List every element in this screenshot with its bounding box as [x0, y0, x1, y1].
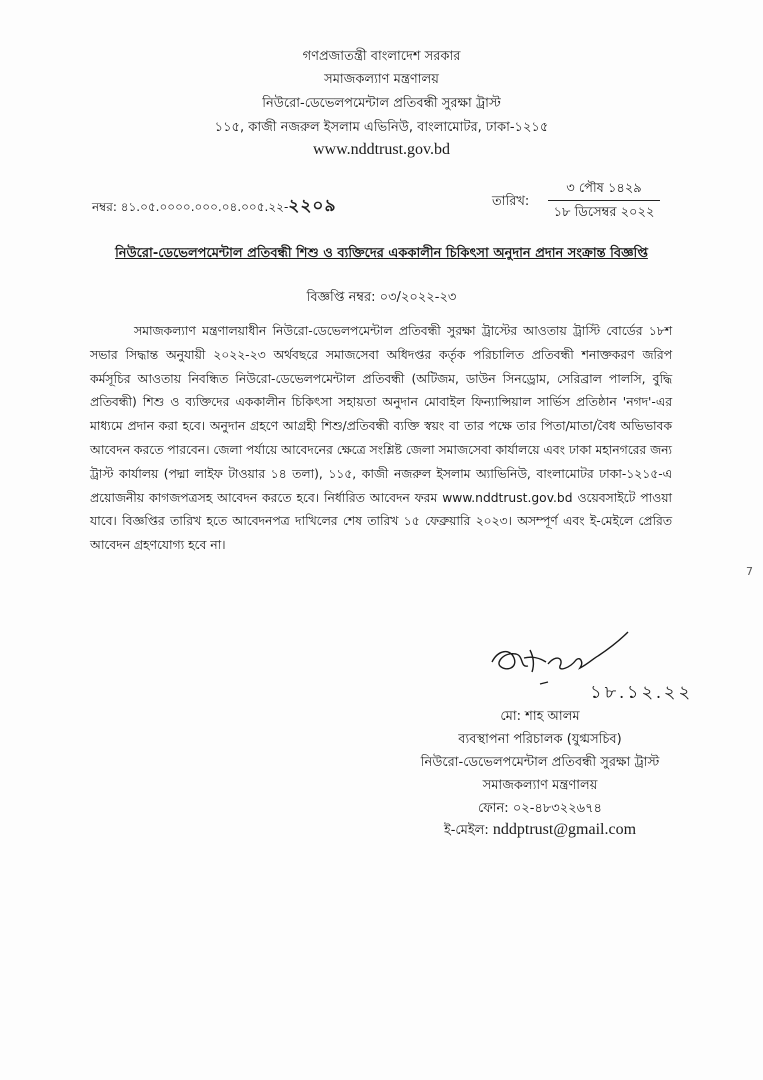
date-bangla: ৩ পৌষ ১৪২৯	[548, 180, 660, 201]
date-block	[548, 180, 660, 222]
trust-title: নিউরো-ডেভেলপমেন্টাল প্রতিবন্ধী সুরক্ষা ট্রাস্ট	[262, 96, 501, 111]
memo-number-label: নম্বর: ৪১.০৫.০০০০.০০০.০৪.০০৫.২২-	[92, 200, 289, 214]
date-label: তারিখ:	[492, 194, 530, 209]
notice-number: বিজ্ঞপ্তি নম্বর: ০৩/২০২২-২৩	[306, 290, 457, 305]
email-label: ই-মেইল:	[443, 823, 493, 838]
memo-number-handwritten: ২২০৯	[288, 196, 337, 215]
signature-date: ১৮.১২.২২	[590, 682, 694, 702]
date-english: ১৮ ডিসেম্বর ২০২২	[553, 205, 655, 220]
signatory-ministry: সমাজকল্যাণ মন্ত্রণালয়	[482, 778, 598, 793]
notice-subject: নিউরো-ডেভেলপমেন্টাল প্রতিবন্ধী শিশু ও ব্যক্তিদের এককালীন চিকিৎসা অনুদান প্রদান সংক্রান্ত বিজ্ঞপ্তি	[115, 246, 648, 261]
ministry-title: সমাজকল্যাণ মন্ত্রণালয়	[324, 72, 439, 87]
signatory-phone: ফোন: ০২-৪৮৩২২৬৭৪	[478, 801, 602, 816]
signatory-name: মো: শাহ আলম	[500, 709, 580, 724]
email-address[interactable]: nddptrust@gmail.com	[492, 821, 637, 838]
margin-mark: 7	[746, 565, 753, 578]
notice-body: সমাজকল্যাণ মন্ত্রণালয়াধীন নিউরো-ডেভেলপমেন্টাল প্রতিবন্ধী সুরক্ষা ট্রাস্টের আওতায় ট্রাস্টি বোর্ডের ১৮শ সভার সিদ্ধান্ত অনুযায়ী ২০২২-২৩ অর্থবছরে সমাজসেবা অধিদপ্তর কর্তৃক পরিচালিত প্রতিবন্ধী শনাক্তকরণ জরিপ কর্মসূচির আওতায় নিবন্ধিত নিউরো-ডেভেলপমেন্টাল প্রতিবন্ধী (অটিজম, ডাউন সিনড্রোম, সেরিব্রাল পালসি, বুদ্ধি প্রতিবন্ধী) শিশু ও ব্যক্তিদের এককালীন চিকিৎসা সহায়তা অনুদান মোবাইল ফিন্যান্সিয়াল সার্ভিস প্রতিষ্ঠান 'নগদ'-এর মাধ্যমে প্রদান করা হবে। অনুদান গ্রহণে আগ্রহী শিশু/প্রতিবন্ধী ব্যক্তি স্বয়ং বা তার পক্ষে তার পিতা/মাতা/বৈধ অভিভাবক আবেদন করতে পারবেন। জেলা পর্যায়ে আবেদনের ক্ষেত্রে সংশ্লিষ্ট জেলা সমাজসেবা কার্যালয়ে এবং ঢাকা মহানগরের জন্য ট্রাস্ট কার্যালয় (পদ্মা লাইফ টাওয়ার ১৪ তলা), ১১৫, কাজী নজরুল ইসলাম অ্যাভিনিউ, বাংলামোটর ঢাকা-১২১৫-এ প্রয়োজনীয় কাগজপত্রসহ আবেদন করতে হবে। নির্ধারিত আবেদন ফরম www.nddtrust.gov.bd ওয়েবসাইটে পাওয়া যাবে। বিজ্ঞপ্তির তারিখ হতে আবেদনপত্র দাখিলের শেষ তারিখ ১৫ ফেব্রুয়ারি ২০২৩। অসম্পূর্ণ এবং ই-মেইলে প্রেরিত আবেদন গ্রহণযোগ্য হবে না।	[90, 324, 672, 553]
address-line: ১১৫, কাজী নজরুল ইসলাম এভিনিউ, বাংলামোটর, ঢাকা-১২১৫	[214, 120, 549, 135]
signatory-organization: নিউরো-ডেভেলপমেন্টাল প্রতিবন্ধী সুরক্ষা ট্রাস্ট	[420, 755, 660, 770]
government-title: গণপ্রজাতন্ত্রী বাংলাদেশ সরকার	[302, 49, 461, 64]
website-link[interactable]: www.nddtrust.gov.bd	[312, 141, 451, 158]
signatory-designation: ব্যবস্থাপনা পরিচালক (যুগ্মসচিব)	[458, 732, 622, 747]
signatory-email-line	[410, 821, 670, 840]
memo-number	[92, 193, 336, 221]
